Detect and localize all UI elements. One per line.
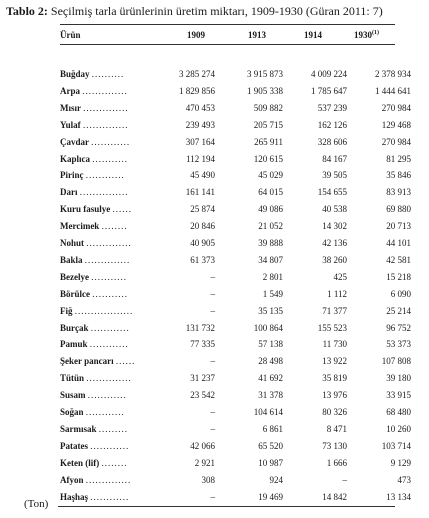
table-row	[60, 204, 411, 220]
product-name	[60, 424, 128, 434]
leader-dots: ...........	[92, 153, 129, 164]
leader-dots: ..............	[86, 238, 132, 248]
value-1909: 470 453	[185, 102, 215, 113]
product-name-text: Susam	[60, 390, 86, 401]
table-row	[60, 69, 411, 85]
value-1930: 1 444 641	[375, 85, 411, 96]
product-name-text: Haşhaş	[60, 491, 89, 502]
product-name-text: Burçak	[60, 322, 89, 333]
value-1913: 39 888	[258, 238, 283, 248]
value-1914: 1 112	[327, 288, 347, 299]
value-1930: 39 180	[386, 373, 411, 384]
table-row	[60, 440, 411, 457]
value-1930: 83 913	[386, 187, 411, 198]
value-1930: 20 713	[386, 221, 411, 232]
product-name-text: Tütün	[60, 373, 85, 384]
value-1930: 53 373	[386, 339, 411, 350]
value-1914: 39 505	[322, 170, 347, 181]
value-1909: 31 237	[190, 373, 215, 384]
product-name	[60, 272, 127, 282]
product-name	[60, 238, 132, 248]
product-name	[60, 339, 129, 349]
leader-dots: .........	[98, 423, 129, 434]
value-1930: 68 480	[386, 407, 411, 417]
leader-dots: ..............	[86, 373, 132, 384]
value-1909: 131 732	[185, 322, 215, 333]
value-1909: 3 285 274	[179, 69, 215, 79]
table-row	[60, 170, 411, 186]
table-row	[60, 102, 411, 119]
value-1930: 473	[397, 474, 411, 485]
value-1914: 73 130	[322, 440, 347, 451]
value-1909: 61 373	[190, 254, 215, 265]
table-row	[60, 339, 411, 355]
product-name-text: Yulaf	[60, 119, 81, 130]
product-name	[60, 407, 125, 417]
value-1914: –	[342, 474, 347, 485]
value-1914: 14 842	[322, 491, 347, 502]
value-1914: 71 377	[322, 305, 347, 316]
column-header-1930-note: (1)	[372, 30, 379, 36]
value-1914: 154 655	[317, 187, 347, 198]
leader-dots: ........	[101, 221, 128, 232]
value-1909: 308	[201, 474, 215, 485]
leader-dots: ..............	[85, 474, 132, 485]
value-1913: 1 905 338	[247, 85, 283, 96]
product-name-text: Nohut	[60, 238, 85, 248]
value-1913: 41 692	[258, 373, 283, 384]
value-1913: 509 882	[253, 102, 283, 113]
value-1930: 13 134	[386, 491, 411, 502]
product-name-text: Kuru fasulye	[60, 204, 111, 215]
value-1914: 14 302	[322, 221, 347, 232]
value-1930: 44 101	[386, 238, 411, 248]
value-1930: 10 260	[386, 423, 411, 434]
table-row	[60, 322, 411, 339]
value-1909: 77 335	[190, 339, 215, 350]
table-row	[60, 238, 411, 254]
leader-dots: ......	[115, 356, 136, 367]
product-name-text: Darı	[60, 187, 78, 198]
value-1914: 1 785 647	[311, 85, 347, 96]
leader-dots: ............	[85, 170, 125, 181]
product-name-text: Bakla	[60, 254, 83, 265]
table-row	[60, 221, 411, 237]
value-1914: 425	[333, 271, 347, 282]
value-1930: 96 752	[386, 322, 411, 333]
leader-dots: ............	[85, 407, 125, 417]
product-name-text: Patates	[60, 440, 88, 451]
product-name	[60, 103, 129, 113]
leader-dots: ...............	[79, 187, 129, 198]
table-caption-label: Tablo 2:	[6, 4, 48, 18]
product-name-text: Soğan	[60, 407, 84, 417]
product-name	[60, 86, 128, 96]
value-1913: 45 029	[258, 170, 283, 181]
value-1914: 35 819	[322, 373, 347, 384]
value-1913: 34 807	[258, 254, 283, 265]
table-row	[60, 373, 411, 389]
column-header-1930-year: 1930	[354, 30, 372, 40]
value-1913: 120 615	[253, 153, 283, 164]
product-name-text: Pamuk	[60, 339, 88, 350]
value-1914: 40 538	[322, 204, 347, 215]
value-1914: 1 666	[326, 457, 347, 468]
leader-dots: ............	[87, 390, 127, 401]
value-1913: 1 549	[262, 288, 283, 299]
product-name	[60, 120, 128, 130]
value-1914: 13 976	[322, 390, 347, 401]
table-row	[60, 288, 411, 305]
table-row	[60, 153, 411, 170]
value-1913: 28 498	[258, 356, 283, 367]
table-row	[60, 356, 411, 372]
value-1909: –	[210, 356, 215, 367]
value-1913: 924	[269, 474, 283, 485]
value-1913: 205 715	[253, 119, 283, 130]
product-name	[60, 255, 130, 265]
product-name	[60, 458, 127, 468]
value-1909: –	[210, 423, 215, 434]
value-1913: 57 138	[258, 339, 283, 350]
leader-dots: ............	[89, 339, 129, 350]
leader-dots: ......	[112, 204, 133, 215]
product-name	[60, 137, 130, 147]
column-header-1913: 1913	[248, 30, 266, 40]
table-row	[60, 119, 411, 136]
unit-label: (Ton)	[24, 498, 49, 510]
value-1909: 307 164	[185, 136, 215, 147]
product-name	[60, 323, 130, 333]
value-1930: 35 846	[386, 170, 411, 181]
product-name	[60, 69, 124, 79]
product-name-text: Kaplıca	[60, 153, 91, 164]
table-row	[60, 390, 411, 406]
value-1909: 2 921	[194, 457, 215, 468]
product-name	[60, 154, 128, 164]
value-1930: 107 808	[381, 356, 411, 367]
value-1909: 20 846	[190, 221, 215, 232]
leader-dots: ..............	[83, 102, 129, 113]
value-1930: 103 714	[381, 440, 411, 451]
table-row	[60, 85, 411, 102]
value-1913: 10 987	[258, 457, 283, 468]
value-1930: 33 915	[386, 390, 411, 401]
leader-dots: ............	[90, 491, 130, 502]
value-1909: 1 829 856	[179, 85, 215, 96]
value-1909: 25 874	[190, 204, 215, 215]
value-1914: 328 606	[317, 136, 347, 147]
column-header-product: Ürün	[60, 30, 81, 40]
value-1913: 21 052	[258, 221, 283, 232]
value-1930: 9 129	[390, 457, 411, 468]
product-name	[60, 187, 129, 197]
table-row	[60, 136, 411, 153]
product-name-text: Sarmısak	[60, 423, 97, 434]
value-1909: 239 493	[185, 119, 215, 130]
header-rule	[60, 44, 395, 45]
value-1914: 38 260	[322, 254, 347, 265]
product-name-text: Buğday	[60, 69, 90, 79]
product-name	[60, 204, 132, 214]
column-header-1930	[354, 30, 379, 40]
value-1930: 42 581	[386, 254, 411, 265]
leader-dots: ...........	[91, 271, 127, 282]
value-1909: 40 905	[190, 238, 215, 248]
value-1913: 35 135	[258, 305, 283, 316]
value-1930: 15 218	[386, 271, 411, 282]
value-1930: 129 468	[381, 119, 411, 130]
value-1930: 6 090	[390, 288, 411, 299]
product-name-text: Şeker pancarı	[60, 356, 114, 367]
table-row	[60, 305, 411, 322]
value-1914: 42 136	[322, 238, 347, 248]
value-1913: 3 915 873	[247, 69, 283, 79]
value-1913: 65 520	[258, 440, 283, 451]
value-1913: 49 086	[258, 204, 283, 215]
value-1914: 84 167	[322, 153, 347, 164]
leader-dots: ..............	[84, 254, 131, 265]
product-name	[60, 306, 133, 316]
table-row	[60, 271, 411, 288]
product-name-text: Bezelye	[60, 271, 89, 282]
product-name	[60, 441, 129, 451]
product-name-text: Arpa	[60, 85, 80, 96]
product-name	[60, 221, 128, 231]
table-row	[60, 423, 411, 440]
leader-dots: ..........	[91, 69, 125, 79]
value-1930: 270 984	[381, 102, 411, 113]
product-name-text: Mısır	[60, 102, 81, 113]
value-1913: 2 801	[262, 271, 283, 282]
value-1909: –	[210, 305, 215, 316]
product-name	[60, 475, 131, 485]
value-1930: 2 378 934	[375, 69, 411, 79]
value-1909: 45 490	[190, 170, 215, 181]
value-1914: 11 730	[322, 339, 347, 350]
leader-dots: ..............	[82, 119, 129, 130]
value-1914: 155 523	[317, 322, 347, 333]
value-1914: 4 009 224	[311, 69, 347, 79]
product-name	[60, 289, 128, 299]
value-1909: 112 194	[186, 153, 215, 164]
value-1913: 100 864	[253, 322, 283, 333]
product-name-text: Afyon	[60, 474, 84, 485]
value-1909: –	[210, 288, 215, 299]
table-row	[60, 457, 411, 474]
value-1909: 161 141	[185, 187, 215, 198]
value-1913: 31 378	[258, 390, 283, 401]
value-1930: 25 214	[386, 305, 411, 316]
product-name	[60, 170, 125, 180]
product-name	[60, 373, 132, 383]
value-1914: 8 471	[326, 423, 347, 434]
value-1914: 537 239	[317, 102, 347, 113]
value-1914: 162 126	[317, 119, 347, 130]
product-name-text: Keten (lif)	[60, 457, 100, 468]
table-caption-text: Seçilmiş tarla ürünlerinin üretim miktarı, 1909-1930 (Güran 2011: 7)	[50, 4, 383, 18]
value-1913: 6 861	[262, 423, 283, 434]
leader-dots: ........	[101, 457, 128, 468]
top-rule	[60, 24, 395, 25]
product-name-text: Çavdar	[60, 136, 89, 147]
table-row	[60, 474, 411, 491]
value-1914: 13 922	[322, 356, 347, 367]
value-1914: 80 326	[322, 407, 347, 417]
product-name-text: Börülce	[60, 288, 90, 299]
product-name	[60, 390, 127, 400]
table-row	[60, 254, 411, 271]
table-row	[60, 187, 411, 203]
table-caption	[6, 4, 383, 19]
bottom-rule	[58, 506, 395, 507]
value-1909: –	[210, 271, 215, 282]
value-1930: 270 984	[381, 136, 411, 147]
leader-dots: ............	[90, 440, 130, 451]
value-1913: 64 015	[258, 187, 283, 198]
column-header-1909: 1909	[187, 30, 205, 40]
leader-dots: ..............	[82, 85, 128, 96]
value-1930: 81 295	[386, 153, 411, 164]
leader-dots: ..................	[74, 305, 134, 316]
product-name-text: Fiğ	[60, 305, 73, 316]
value-1913: 265 911	[254, 136, 283, 147]
product-name-text: Pirinç	[60, 170, 84, 181]
value-1909: 42 066	[190, 440, 215, 451]
product-name	[60, 356, 135, 366]
product-name-text: Mercimek	[60, 221, 100, 232]
leader-dots: ...........	[92, 288, 128, 299]
value-1909: –	[210, 407, 215, 417]
product-name	[60, 492, 129, 502]
value-1909: 23 542	[190, 390, 215, 401]
value-1909: –	[210, 491, 215, 502]
leader-dots: ............	[91, 136, 131, 147]
column-header-1914: 1914	[304, 30, 322, 40]
value-1930: 69 880	[386, 204, 411, 215]
value-1913: 104 614	[253, 407, 283, 417]
table-row	[60, 407, 411, 423]
leader-dots: ............	[90, 322, 130, 333]
value-1913: 19 469	[258, 491, 283, 502]
